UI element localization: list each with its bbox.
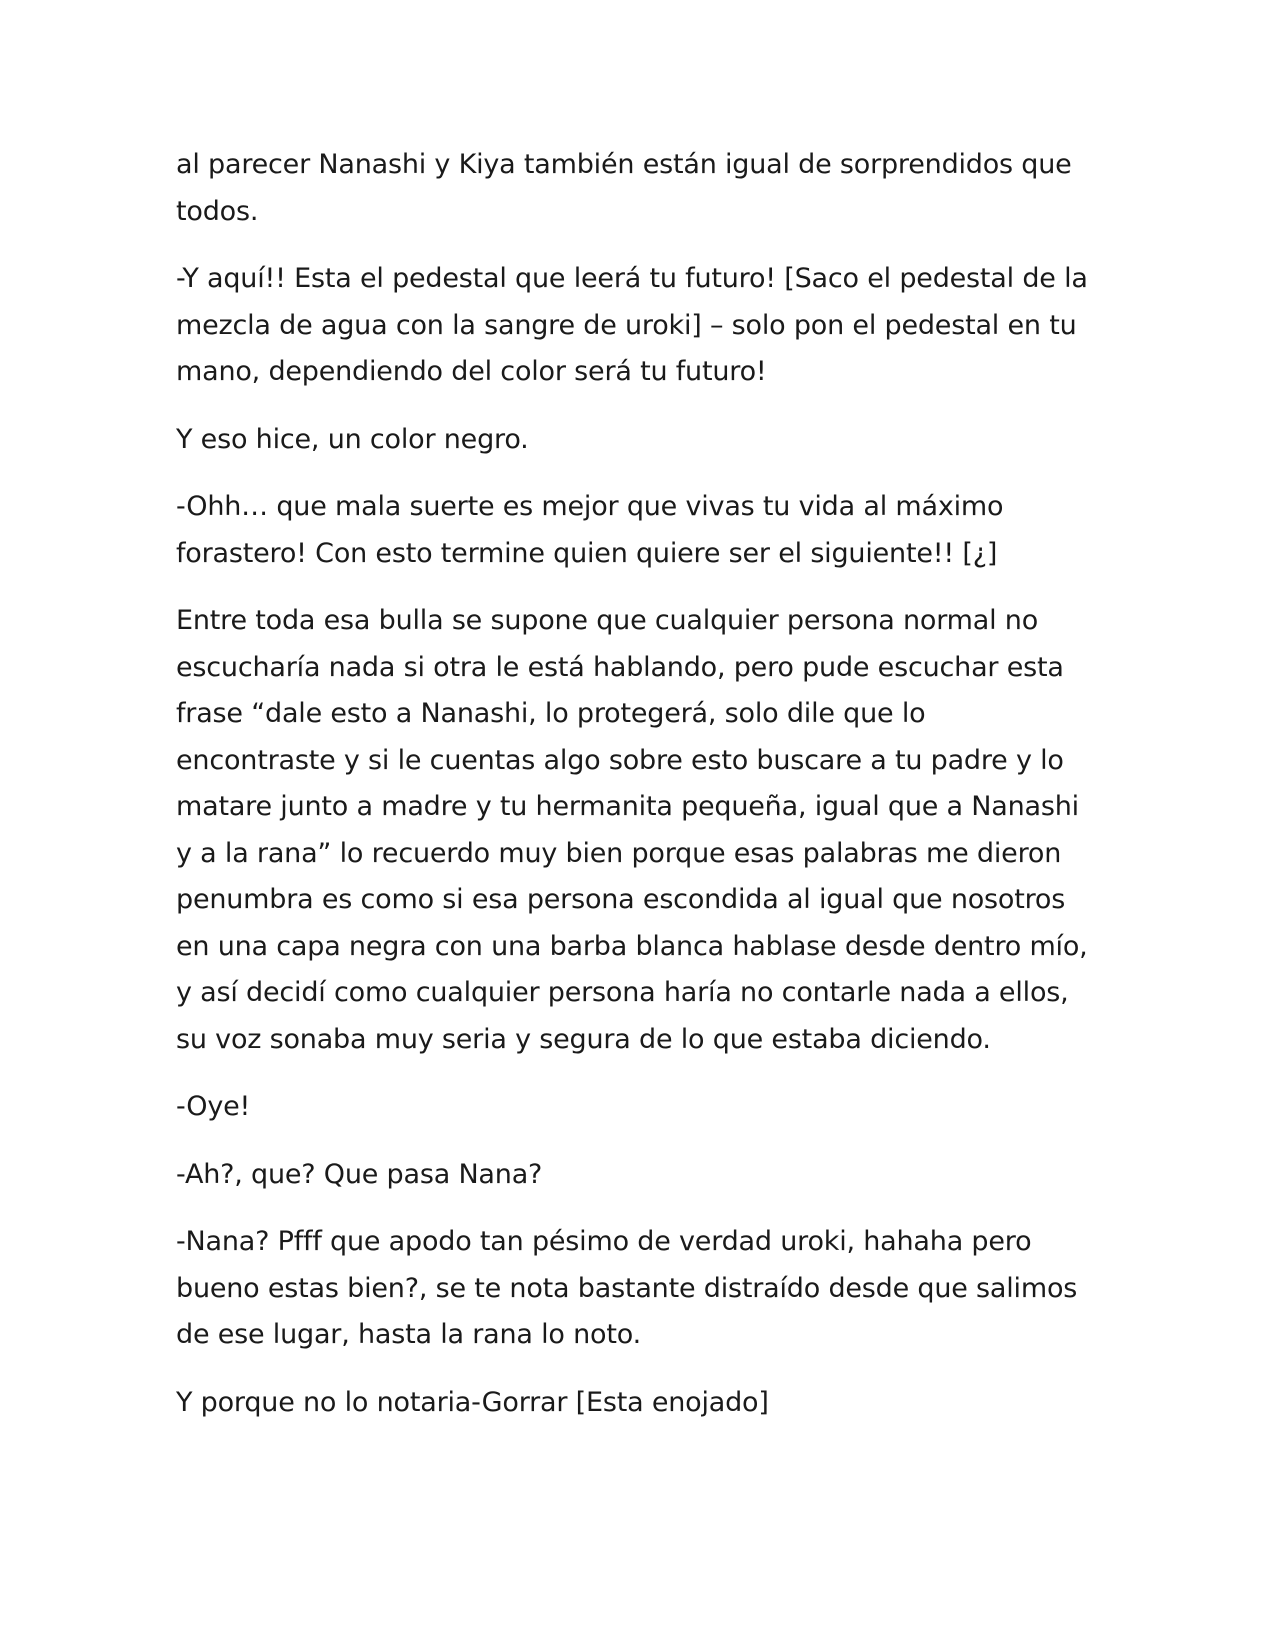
paragraph: -Oye!: [176, 1091, 251, 1122]
paragraph: -Nana? Pfff que apodo tan pésimo de verdad uroki, hahaha pero bueno estas bien?, se te nota bastante distraído desde que salimos de ese lugar, hasta la rana lo noto.: [176, 1226, 1078, 1350]
paragraph: -Ah?, que? Que pasa Nana?: [176, 1158, 543, 1190]
paragraph: Entre toda esa bulla se supone que cualquier persona normal no escucharía nada si otra le está hablando, pero pude escuchar esta frase “dale esto a Nanashi, lo protegerá, solo dile que lo encontraste y si le cuentas algo sobre esto buscare a tu padre y lo matare junto a madre y tu hermanita pequeña, igual que a Nanashi y a la rana” lo recuerdo muy bien porque esas palabras me dieron penumbra es como si esa persona escondida al igual que nosotros en una capa negra con una barba blanca hablase desde dentro mío, y así decidí como cualquier persona haría no contarle nada a ellos, su voz sonaba muy seria y segura de lo que estaba diciendo.: [176, 605, 1088, 1055]
paragraph: Y eso hice, un color negro.: [176, 423, 529, 455]
document-body: [176, 142, 1096, 1447]
paragraph: Y porque no lo notaria-Gorrar [Esta enojado]: [176, 1386, 769, 1418]
paragraph: -Ohh… que mala suerte es mejor que vivas tu vida al máximo forastero! Con esto termine quien quiere ser el siguiente!! [¿]: [176, 491, 1004, 569]
paragraph: -Y aquí!! Esta el pedestal que leerá tu futuro! [Saco el pedestal de la mezcla de agua con la sangre de uroki] – solo pon el pedestal en tu mano, dependiendo del color será tu futuro!: [176, 263, 1088, 387]
paragraph: al parecer Nanashi y Kiya también están igual de sorprendidos que todos.: [176, 149, 1072, 227]
